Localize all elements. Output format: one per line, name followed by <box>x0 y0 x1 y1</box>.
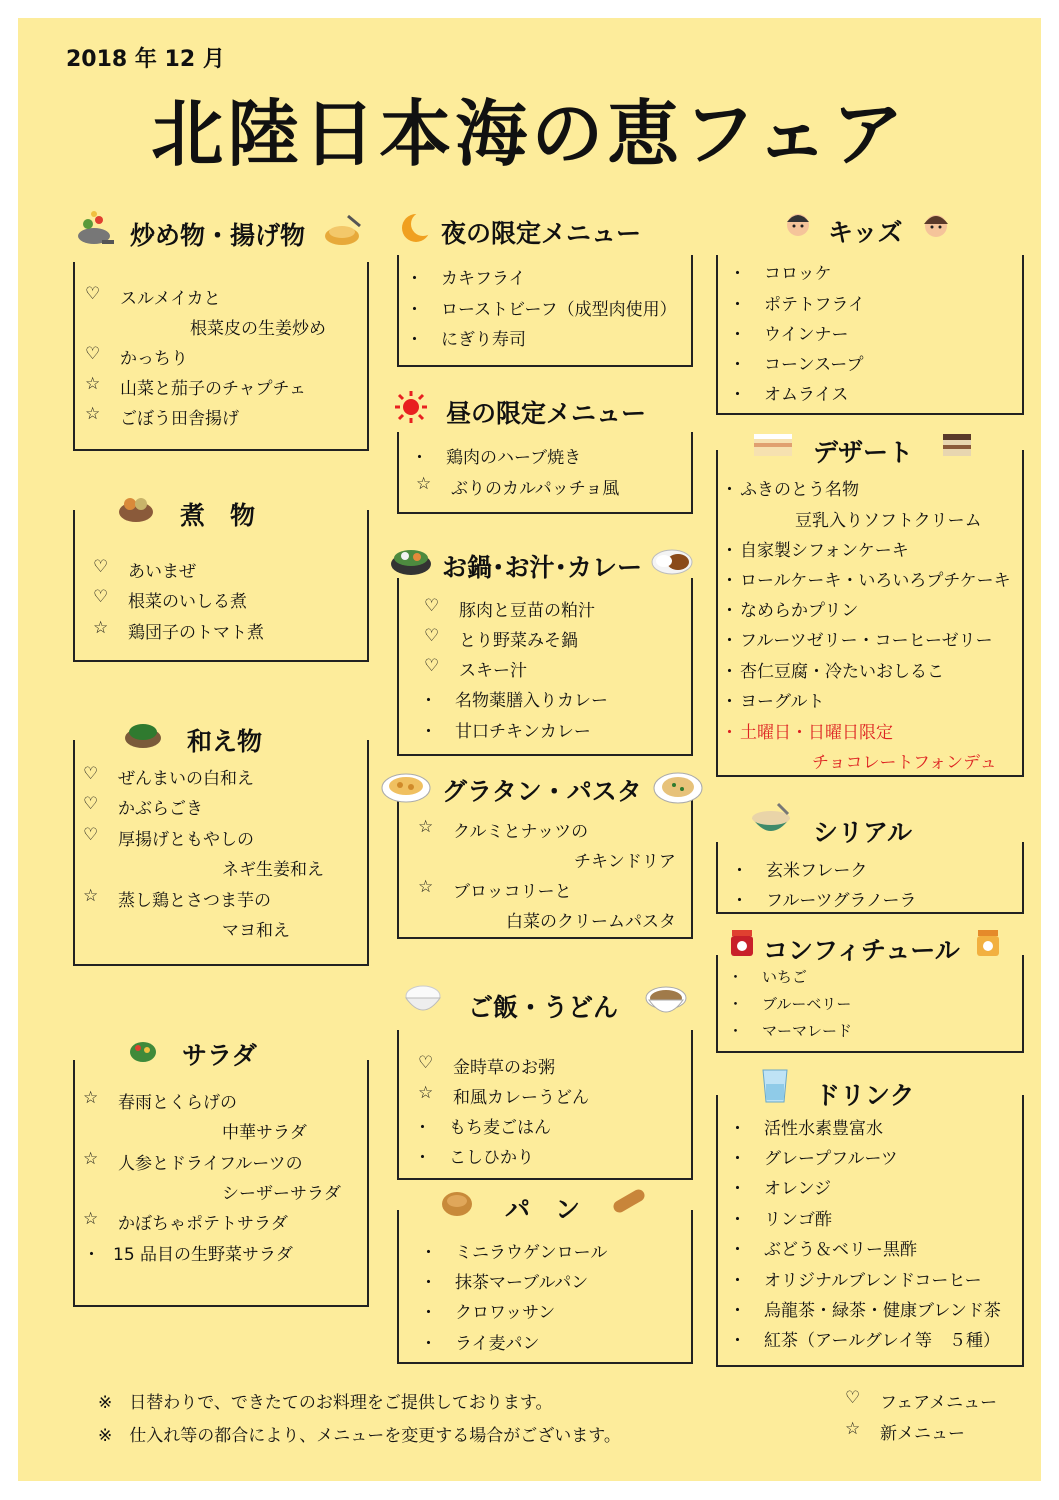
mark: ・ <box>729 1331 746 1351</box>
mark: ☆ <box>418 1083 434 1103</box>
heading-itame: 炒め物・揚げ物 <box>130 221 306 250</box>
list-item: 活性水素豊富水 <box>764 1119 883 1139</box>
list-item: ぜんまいの白和え <box>118 769 254 789</box>
cereal-bowl-icon <box>748 802 794 840</box>
heading-hiru: 昼の限定メニュー <box>446 399 647 428</box>
list-item: 鶏団子のトマト煮 <box>128 623 264 643</box>
mark: ・ <box>721 601 738 621</box>
list-item: ローストビーフ（成型肉使用） <box>441 300 677 320</box>
heading-yoru: 夜の限定メニュー <box>441 219 642 248</box>
mark: ・ <box>729 1271 746 1291</box>
salad-icon <box>128 1036 158 1064</box>
mark: ・ <box>728 1022 744 1040</box>
list-item: 15 品目の生野菜サラダ <box>113 1245 293 1265</box>
mark: ♡ <box>93 587 109 607</box>
pasta-icon <box>652 768 704 806</box>
list-item: 烏龍茶・緑茶・健康ブレンド茶 <box>764 1301 1001 1321</box>
mark: ・ <box>729 1119 746 1139</box>
heading-confiture: コンフィチュール <box>763 936 960 965</box>
mark: ・ <box>721 480 738 500</box>
list-item: ロールケーキ・いろいろプチケーキ <box>740 571 1011 591</box>
heading-gohan: ご飯・うどん <box>468 993 619 1022</box>
list-item: ミニラウゲンロール <box>455 1243 608 1263</box>
list-item: カキフライ <box>441 269 526 289</box>
cake-icon <box>752 430 794 460</box>
list-item: 根菜皮の生姜炒め <box>190 319 326 339</box>
list-item: 蒸し鶏とさつま芋の <box>118 891 271 911</box>
mark: ☆ <box>85 374 101 394</box>
list-item: なめらかプリン <box>740 601 859 621</box>
list-item: 金時草のお粥 <box>453 1058 555 1078</box>
list-item: チキンドリア <box>574 852 676 872</box>
list-item: シーザーサラダ <box>222 1184 341 1204</box>
list-item: あいまぜ <box>128 562 196 582</box>
list-item: 和風カレーうどん <box>453 1088 589 1108</box>
mark: ・ <box>721 571 738 591</box>
list-item: もち麦ごはん <box>449 1118 551 1138</box>
mark: ☆ <box>85 404 101 424</box>
mark: ♡ <box>418 1053 434 1073</box>
udon-icon <box>643 982 689 1022</box>
list-item: 厚揚げともやしの <box>118 830 254 850</box>
mark: ・ <box>729 325 746 345</box>
mark: ・ <box>414 1148 431 1168</box>
list-item: ネギ生姜和え <box>222 860 324 880</box>
mark: ♡ <box>424 596 440 616</box>
list-item: ブロッコリーと <box>453 882 572 902</box>
mark: ・ <box>406 330 423 350</box>
heading-pan: パ ン <box>505 1195 581 1224</box>
mark: ☆ <box>83 1149 99 1169</box>
stew-bowl-icon <box>117 490 155 524</box>
list-item: 鶏肉のハーブ焼き <box>446 448 582 468</box>
list-item: リンゴ酢 <box>764 1210 832 1230</box>
list-item: 山菜と茄子のチャプチェ <box>120 379 306 399</box>
mark: ・ <box>406 269 423 289</box>
stirfry-icon <box>72 206 116 250</box>
mark: ☆ <box>83 1209 99 1229</box>
mark: ♡ <box>85 284 101 304</box>
heading-salad: サラダ <box>182 1041 257 1070</box>
list-item: 人参とドライフルーツの <box>118 1154 303 1174</box>
mark: ・ <box>729 385 746 405</box>
list-item: コロッケ <box>764 264 832 284</box>
rice-bowl-icon <box>402 982 444 1018</box>
mark: ・ <box>729 1240 746 1260</box>
mark: ・ <box>420 1243 437 1263</box>
list-item: 根菜のいしる煮 <box>128 592 247 612</box>
heading-gratin: グラタン・パスタ <box>442 777 642 806</box>
bread-roll-icon <box>440 1188 474 1218</box>
moon-icon <box>400 212 432 244</box>
mark: ☆ <box>418 817 434 837</box>
legend-mark: ♡ <box>845 1388 861 1408</box>
list-item: オレンジ <box>764 1179 832 1199</box>
list-item: 白菜のクリームパスタ <box>506 912 676 932</box>
heading-nimono: 煮 物 <box>180 501 256 530</box>
footer-note: ※ 日替わりで、できたてのお料理をご提供しております。 <box>98 1393 553 1413</box>
list-item: ぶりのカルパッチョ風 <box>451 479 620 499</box>
list-item: ふきのとう名物 <box>740 480 859 500</box>
mark: ・ <box>406 300 423 320</box>
list-item: マヨ和え <box>222 921 290 941</box>
list-item: 杏仁豆腐・冷たいおしるこ <box>740 662 944 682</box>
mark: ・ <box>83 1245 100 1265</box>
list-item: 紅茶（アールグレイ等 ５種） <box>764 1331 1000 1351</box>
list-item: クルミとナッツの <box>453 822 589 842</box>
list-item: 甘口チキンカレー <box>455 722 591 742</box>
boy-face-icon <box>785 210 811 238</box>
mark: ・ <box>420 722 437 742</box>
mark: ♡ <box>83 794 99 814</box>
water-glass-icon <box>760 1068 790 1104</box>
list-item: フルーツゼリー・コーヒーゼリー <box>740 631 993 651</box>
list-item: とり野菜みそ鍋 <box>459 631 578 651</box>
mark: ・ <box>729 264 746 284</box>
list-item: ウインナー <box>764 325 849 345</box>
mark: ♡ <box>424 656 440 676</box>
list-item: ライ麦パン <box>455 1334 540 1354</box>
mark: ・ <box>728 968 744 986</box>
mark: ・ <box>721 692 738 712</box>
legend-label: フェアメニュー <box>880 1393 998 1413</box>
strawberry-jam-icon <box>728 926 756 958</box>
mark: ☆ <box>93 618 109 638</box>
list-item: オムライス <box>764 385 849 405</box>
list-item: 抹茶マーブルパン <box>455 1273 589 1293</box>
list-item: グレープフルーツ <box>764 1149 898 1169</box>
heading-drink: ドリンク <box>815 1081 915 1110</box>
hotpot-icon <box>388 538 434 578</box>
tiramisu-icon <box>940 428 974 460</box>
sun-icon <box>394 390 428 424</box>
gratin-icon <box>380 768 432 806</box>
limited-item: チョコレートフォンデュ <box>812 753 997 773</box>
heading-cereal: シリアル <box>813 818 913 847</box>
greens-bowl-icon <box>123 718 163 750</box>
list-item: コーンスープ <box>764 355 864 375</box>
mark: ・ <box>728 995 744 1013</box>
mark: ・ <box>729 1210 746 1230</box>
list-item: 名物薬膳入りカレー <box>455 691 608 711</box>
mark: ☆ <box>83 1088 99 1108</box>
mark: ・ <box>729 1179 746 1199</box>
list-item: かぶらごき <box>118 799 203 819</box>
marmalade-jar-icon <box>974 926 1002 958</box>
heading-nabe: お鍋･お汁･カレー <box>442 553 643 582</box>
list-item: ごぼう田舎揚げ <box>120 409 239 429</box>
mark: ・ <box>721 541 738 561</box>
list-item: スキー汁 <box>459 661 527 681</box>
mark: ・ <box>420 691 437 711</box>
mark: ☆ <box>416 474 432 494</box>
list-item: かっちり <box>120 349 188 369</box>
list-item: かぼちゃポテトサラダ <box>118 1214 288 1234</box>
curry-icon <box>651 546 693 576</box>
box-kids <box>716 255 1024 415</box>
limited-item: 土曜日・日曜日限定 <box>740 723 893 743</box>
mark: ・ <box>420 1334 437 1354</box>
list-item: 豚肉と豆苗の粕汁 <box>459 601 595 621</box>
list-item: いちご <box>762 968 808 986</box>
list-item: オリジナルブレンドコーヒー <box>764 1271 982 1291</box>
mark: ・ <box>729 355 746 375</box>
list-item: クロワッサン <box>455 1303 556 1323</box>
baguette-icon <box>610 1186 648 1216</box>
mark: ・ <box>729 1301 746 1321</box>
list-item: マーマレード <box>762 1022 853 1040</box>
mark: ♡ <box>93 557 109 577</box>
fried-food-icon <box>322 212 362 248</box>
list-item: 中華サラダ <box>222 1123 307 1143</box>
list-item: ポテトフライ <box>764 295 865 315</box>
mark: ・ <box>721 631 738 651</box>
heading-kids: キッズ <box>828 218 903 247</box>
list-item: 春雨とくらげの <box>118 1093 237 1113</box>
mark: ・ <box>411 448 428 468</box>
mark: ・ <box>731 891 748 911</box>
mark: ・ <box>721 723 738 743</box>
mark: ・ <box>729 295 746 315</box>
heading-aemono: 和え物 <box>187 727 263 756</box>
list-item: 玄米フレーク <box>766 861 868 881</box>
list-item: ヨーグルト <box>740 692 825 712</box>
date-label: 2018 年 12 月 <box>66 47 225 72</box>
list-item: 自家製シフォンケーキ <box>740 541 909 561</box>
list-item: スルメイカと <box>120 289 221 309</box>
girl-face-icon <box>922 210 950 240</box>
list-item: ぶどう＆ベリー黒酢 <box>764 1240 917 1260</box>
mark: ・ <box>731 861 748 881</box>
list-item: こしひかり <box>449 1148 534 1168</box>
mark: ♡ <box>83 764 99 784</box>
footer-note: ※ 仕入れ等の都合により、メニューを変更する場合がございます。 <box>98 1426 621 1446</box>
mark: ・ <box>729 1149 746 1169</box>
list-item: フルーツグラノーラ <box>766 891 917 911</box>
mark: ♡ <box>85 344 101 364</box>
mark: ♡ <box>424 626 440 646</box>
mark: ・ <box>420 1303 437 1323</box>
mark: ・ <box>721 662 738 682</box>
legend-mark: ☆ <box>845 1419 861 1439</box>
list-item: にぎり寿司 <box>441 330 526 350</box>
legend-label: 新メニュー <box>880 1424 965 1444</box>
mark: ☆ <box>83 886 99 906</box>
list-item: 豆乳入りソフトクリーム <box>795 511 982 531</box>
mark: ・ <box>414 1118 431 1138</box>
heading-dessert: デザート <box>813 438 914 467</box>
page-title: 北陸日本海の恵フェア <box>151 92 908 176</box>
mark: ・ <box>420 1273 437 1293</box>
list-item: ブルーベリー <box>762 995 852 1013</box>
mark: ♡ <box>83 825 99 845</box>
mark: ☆ <box>418 877 434 897</box>
